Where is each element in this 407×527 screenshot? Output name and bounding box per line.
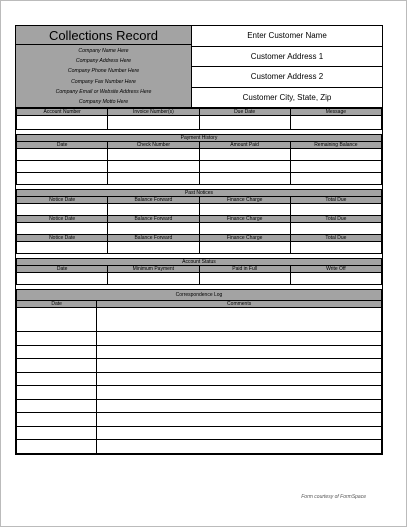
table-row [17, 242, 382, 254]
col-status-date: Date [17, 266, 108, 273]
cell[interactable] [17, 359, 97, 373]
correspondence-log-table [16, 289, 382, 454]
cell[interactable] [97, 426, 382, 440]
cell[interactable] [108, 242, 199, 254]
cell[interactable] [17, 372, 97, 386]
account-table [16, 108, 382, 130]
cell[interactable] [97, 359, 382, 373]
col-amount-paid: Amount Paid [199, 142, 290, 149]
cell[interactable] [17, 161, 108, 173]
customer-address1-field[interactable]: Customer Address 1 [192, 47, 382, 68]
customer-block [192, 26, 382, 107]
table-row [17, 332, 382, 346]
cell[interactable] [97, 413, 382, 427]
cell[interactable] [17, 242, 108, 254]
cell[interactable] [199, 161, 290, 173]
collections-record-form [15, 25, 383, 455]
form-title: Collections Record [16, 26, 191, 45]
cell[interactable] [199, 242, 290, 254]
table-row [17, 149, 382, 161]
cell[interactable] [199, 204, 290, 216]
table-row [17, 372, 382, 386]
company-address[interactable]: Company Address Here [75, 58, 132, 65]
col-check-number: Check Number [108, 142, 199, 149]
customer-city-field[interactable]: Customer City, State, Zip [242, 92, 332, 102]
customer-address2-field[interactable]: Customer Address 2 [192, 67, 382, 88]
due-date-cell[interactable] [199, 116, 290, 130]
cell[interactable] [290, 273, 381, 285]
table-row [17, 359, 382, 373]
cell[interactable] [97, 308, 382, 332]
company-info [16, 45, 191, 107]
cell[interactable] [290, 223, 381, 235]
cell[interactable] [97, 399, 382, 413]
table-row [17, 116, 382, 130]
company-phone[interactable]: Company Phone Number Here [67, 68, 140, 75]
account-status-title: Account Status [17, 259, 382, 266]
form-header [16, 26, 382, 108]
payment-history-table [16, 134, 382, 185]
cell[interactable] [199, 273, 290, 285]
account-status-table [16, 258, 382, 285]
cell[interactable] [17, 413, 97, 427]
table-row [17, 440, 382, 454]
cell[interactable] [108, 204, 199, 216]
invoice-number-cell[interactable] [108, 116, 199, 130]
table-row [17, 173, 382, 185]
cell[interactable] [108, 173, 199, 185]
cell[interactable] [17, 332, 97, 346]
cell[interactable] [108, 149, 199, 161]
col-total-due: Total Due [290, 197, 381, 204]
col-invoice-numbers: Invoice Number(s) [108, 109, 199, 116]
table-row [17, 204, 382, 216]
correspondence-log-title: Correspondence Log [17, 290, 382, 301]
col-minimum-payment: Minimum Payment [108, 266, 199, 273]
cell[interactable] [17, 440, 97, 454]
table-row [17, 345, 382, 359]
cell[interactable] [97, 440, 382, 454]
col-date: Date [17, 142, 108, 149]
col-notice-date: Notice Date [17, 216, 108, 223]
table-row [17, 223, 382, 235]
company-email[interactable]: Company Email or Website Address Here [55, 88, 152, 95]
cell[interactable] [108, 273, 199, 285]
cell[interactable] [17, 345, 97, 359]
col-total-due: Total Due [290, 235, 381, 242]
cell[interactable] [290, 173, 381, 185]
col-balance-forward: Balance Forward [108, 235, 199, 242]
cell[interactable] [290, 242, 381, 254]
cell[interactable] [108, 161, 199, 173]
table-row [17, 386, 382, 400]
col-finance-charge: Finance Charge [199, 197, 290, 204]
cell[interactable] [97, 332, 382, 346]
cell[interactable] [17, 149, 108, 161]
cell[interactable] [17, 386, 97, 400]
col-log-date: Date [17, 301, 97, 308]
footer-note: Form courtesy of FormSpace [301, 494, 366, 500]
cell[interactable] [199, 173, 290, 185]
col-finance-charge: Finance Charge [199, 235, 290, 242]
account-number-cell[interactable] [17, 116, 108, 130]
cell[interactable] [17, 399, 97, 413]
col-balance-forward: Balance Forward [108, 216, 199, 223]
cell[interactable] [97, 386, 382, 400]
table-row [17, 413, 382, 427]
col-balance-forward: Balance Forward [108, 197, 199, 204]
company-motto[interactable]: Company Motto Here [78, 98, 129, 105]
col-account-number: Account Number [17, 109, 108, 116]
table-row [17, 161, 382, 173]
message-cell[interactable] [290, 116, 381, 130]
col-total-due: Total Due [290, 216, 381, 223]
col-due-date: Due Date [199, 109, 290, 116]
company-block [16, 26, 192, 107]
col-notice-date: Notice Date [17, 197, 108, 204]
past-notices-title: Past Notices [17, 190, 382, 197]
payment-history-title: Payment History [17, 135, 382, 142]
cell[interactable] [199, 223, 290, 235]
cell[interactable] [17, 223, 108, 235]
cell[interactable] [290, 204, 381, 216]
cell[interactable] [17, 426, 97, 440]
col-finance-charge: Finance Charge [199, 216, 290, 223]
past-notices-table [16, 189, 382, 254]
company-name[interactable]: Company Name Here [78, 48, 129, 54]
company-fax[interactable]: Company Fax Number Here [71, 78, 136, 85]
cell[interactable] [17, 204, 108, 216]
cell[interactable] [199, 149, 290, 161]
table-row [17, 426, 382, 440]
table-row [17, 399, 382, 413]
cell[interactable] [17, 273, 108, 285]
table-row [17, 308, 382, 332]
cell[interactable] [290, 149, 381, 161]
cell[interactable] [97, 372, 382, 386]
cell[interactable] [17, 173, 108, 185]
customer-name-field[interactable]: Enter Customer Name [192, 26, 382, 47]
cell[interactable] [108, 223, 199, 235]
cell[interactable] [17, 308, 97, 332]
col-comments: Comments [97, 301, 382, 308]
col-message: Message [290, 109, 381, 116]
cell[interactable] [97, 345, 382, 359]
col-remaining-balance: Remaining Balance [290, 142, 381, 149]
col-write-off: Write Off [290, 266, 381, 273]
col-paid-in-full: Paid in Full [199, 266, 290, 273]
table-row [17, 273, 382, 285]
col-notice-date: Notice Date [17, 235, 108, 242]
cell[interactable] [290, 161, 381, 173]
